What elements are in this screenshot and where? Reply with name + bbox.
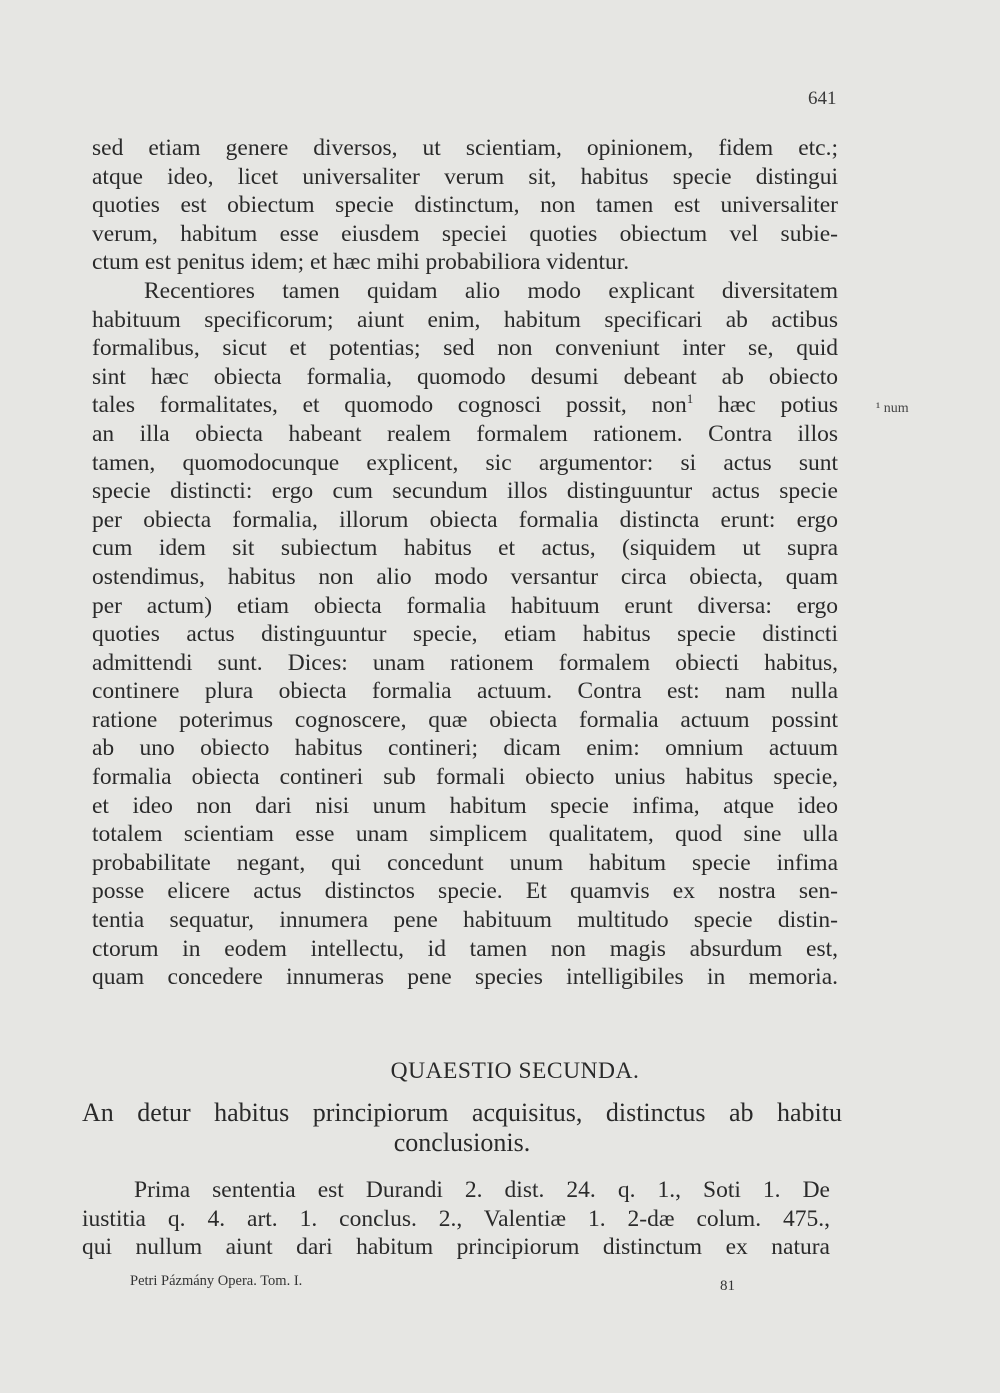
question-heading-line: An detur habitus principiorum acquisitus, distinctus ab habitu bbox=[82, 1098, 842, 1127]
text-line: sed etiam genere diversos, ut scientiam, opinionem, fidem etc.; bbox=[92, 135, 838, 161]
question-heading bbox=[82, 1098, 842, 1158]
text-line: posse elicere actus distinctos specie. Et quamvis ex nostra sen- bbox=[92, 878, 838, 905]
text-line: et ideo non dari nisi unum habitum specie infima, atque ideo bbox=[92, 792, 838, 819]
text-line: sint hæc obiecta formalia, quomodo desumi debeant ab obiecto bbox=[92, 363, 838, 390]
text-line: Prima sententia est Durandi 2. dist. 24. q. 1., Soti 1. De bbox=[134, 1177, 830, 1203]
text-line: continere plura obiecta formalia actuum. Contra est: nam nulla bbox=[92, 678, 838, 705]
text-line: formalibus, sicut et potentias; sed non conveniunt inter se, quid bbox=[92, 335, 838, 362]
text-line: tamen, quomodocunque explicent, sic argumentor: si actus sunt bbox=[92, 449, 838, 476]
text-line: cum idem sit subiectum habitus et actus, (siquidem ut supra bbox=[92, 535, 838, 562]
text-line: quam concedere innumeras pene species intelligibiles in memoria. bbox=[92, 964, 838, 991]
text-line: verum, habitum esse eiusdem speciei quoties obiectum vel subie- bbox=[92, 220, 838, 247]
section-title: QUAESTIO SECUNDA. bbox=[390, 1058, 640, 1084]
footer-title: Petri Pázmány Opera. Tom. I. bbox=[130, 1273, 303, 1289]
main-text-block bbox=[92, 134, 838, 992]
text-line: tentia sequatur, innumera pene habituum multitudo specie distin- bbox=[92, 907, 838, 934]
text-line: Recentiores tamen quidam alio modo explicant diversitatem bbox=[144, 277, 838, 304]
text-line: admittendi sunt. Dices: unam rationem formalem obiecti habitus, bbox=[92, 649, 838, 676]
text-line: qui nullum aiunt dari habitum principiorum distinctum ex natura bbox=[82, 1234, 830, 1261]
text-line: per actum) etiam obiecta formalia habituum erunt diversa: ergo bbox=[92, 592, 838, 619]
margin-note: ¹ num bbox=[876, 401, 909, 416]
text-line-tail: hæc potius bbox=[693, 392, 838, 419]
text-line-with-footnote bbox=[92, 391, 838, 420]
text-line-head: tales formalitates, et quomodo cognosci possit, non bbox=[92, 392, 687, 419]
text-line: ctorum in eodem intellectu, id tamen non magis absurdum est, bbox=[92, 935, 838, 962]
text-line: iustitia q. 4. art. 1. conclus. 2., Valentiæ 1. 2-dæ colum. 475., bbox=[82, 1205, 830, 1232]
text-line: totalem scientiam esse unam simplicem qualitatem, quod sine ulla bbox=[92, 821, 838, 848]
footnote-reference: 1 bbox=[686, 391, 694, 407]
text-line: ostendimus, habitus non alio modo versantur circa obiecta, quam bbox=[92, 563, 838, 590]
text-line: probabilitate negant, qui concedunt unum habitum specie infima bbox=[92, 849, 838, 876]
text-line: ctum est penitus idem; et hæc mihi probabiliora videntur. bbox=[92, 249, 630, 276]
paragraph-block bbox=[82, 1176, 830, 1262]
text-line: per obiecta formalia, illorum obiecta formalia distincta erunt: ergo bbox=[92, 506, 838, 533]
text-line: habituum specificorum; aiunt enim, habitum specificari ab actibus bbox=[92, 306, 838, 333]
footer-signature-number: 81 bbox=[720, 1278, 735, 1294]
text-line: specie distincti: ergo cum secundum illos distinguuntur actus specie bbox=[92, 478, 838, 505]
text-line: ratione poterimus cognoscere, quæ obiecta formalia actuum possint bbox=[92, 706, 838, 733]
question-heading-line: conclusionis. bbox=[393, 1128, 531, 1157]
page-number: 641 bbox=[808, 88, 837, 109]
text-line: quoties actus distinguuntur specie, etiam habitus specie distincti bbox=[92, 621, 838, 648]
text-line: ab uno obiecto habitus contineri; dicam enim: omnium actuum bbox=[92, 735, 838, 762]
text-line: quoties est obiectum specie distinctum, non tamen est universaliter bbox=[92, 192, 838, 219]
text-line: an illa obiecta habeant realem formalem rationem. Contra illos bbox=[92, 420, 838, 447]
text-line: atque ideo, licet universaliter verum sit, habitus specie distingui bbox=[92, 163, 838, 190]
text-line: formalia obiecta contineri sub formali obiecto unius habitus specie, bbox=[92, 764, 838, 791]
